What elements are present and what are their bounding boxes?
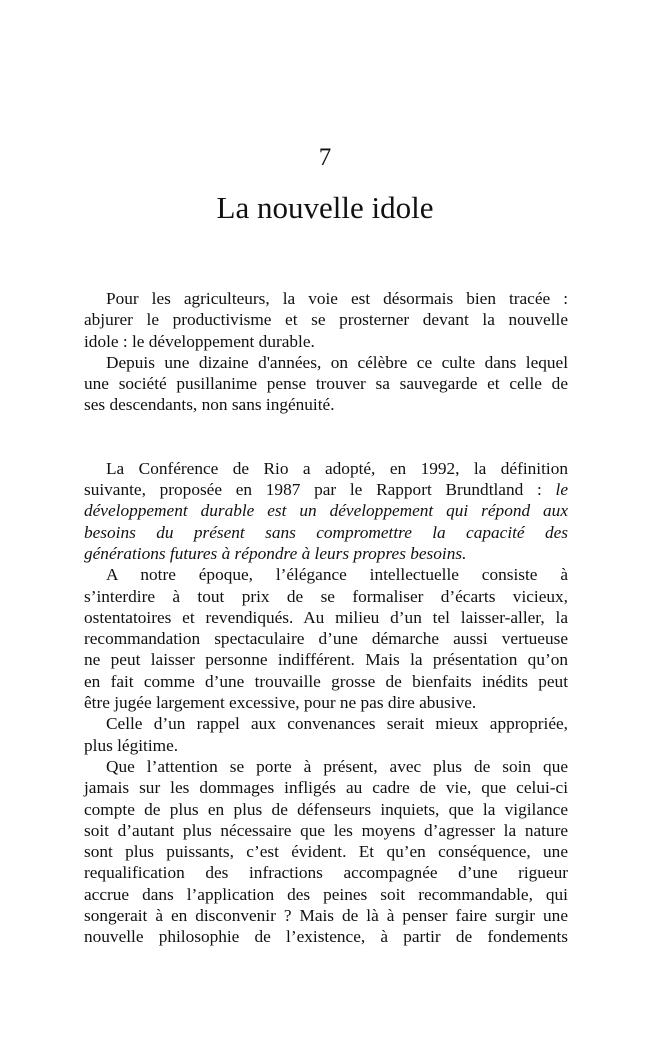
text-line (84, 926, 568, 947)
text-segment: ostentatoires et revendiqués. Au milieu d’un tel laisser-aller, la (84, 607, 568, 627)
text-line (84, 799, 568, 820)
paragraph (84, 458, 568, 564)
text-line (84, 309, 568, 330)
text-line (84, 777, 568, 798)
paragraph (84, 288, 568, 352)
text-segment: Celle d’un rappel aux convenances serait mieux appropriée, (106, 714, 568, 734)
text-line (84, 352, 568, 373)
text-line (84, 458, 568, 479)
italic-text: besoins du présent sans compromettre la capacité des (84, 522, 568, 542)
paragraph (84, 756, 568, 948)
text-segment: jamais sur les dommages infligés au cadre de vie, que celui-ci (84, 778, 568, 798)
text-segment: nouvelle philosophie de l’existence, à partir de fondements (84, 927, 568, 947)
text-segment: s’interdire à tout prix de se formaliser d’écarts vicieux, (84, 586, 568, 606)
italic-text: le (555, 480, 568, 500)
paragraph (84, 352, 568, 416)
text-segment: Pour les agriculteurs, la voie est désormais bien tracée : (106, 289, 568, 308)
italic-text: développement durable est un développement qui répond aux (84, 501, 568, 521)
paragraph (84, 564, 568, 713)
text-segment: songerait à en disconvenir ? Mais de là à penser faire surgir une (84, 906, 568, 926)
text-line (84, 522, 568, 543)
text-segment: abjurer le productivisme et se prosterner devant la nouvelle (84, 310, 568, 330)
text-segment: une société pusillanime pense trouver sa sauvegarde et celle de (84, 374, 568, 394)
text-line (84, 564, 568, 585)
text-line (84, 500, 568, 521)
text-line (84, 649, 568, 670)
text-line (84, 841, 568, 862)
chapter-body (84, 288, 568, 948)
text-line (84, 735, 568, 756)
text-line (84, 543, 568, 564)
text-segment: être jugée largement excessive, pour ne pas dire abusive. (84, 693, 477, 713)
text-segment: suivante, proposée en 1987 par le Rapport Brundtland : (84, 480, 556, 500)
text-segment: ses descendants, non sans ingénuité. (84, 395, 335, 415)
text-segment: compte de plus en plus de défenseurs inquiets, que la vigilance (84, 799, 568, 819)
text-segment: accrue dans l’application des peines soit recommandable, qui (84, 884, 568, 904)
text-segment: La Conférence de Rio a adopté, en 1992, la définition (106, 458, 568, 478)
text-line (84, 862, 568, 883)
text-segment: en fait comme d’une trouvaille grosse de bienfaits inédits peut (84, 671, 568, 691)
text-segment: Que l’attention se porte à présent, avec plus de soin que (106, 756, 568, 776)
text-line (84, 692, 568, 713)
text-segment: sont plus puissants, c’est évident. Et qu’en conséquence, une (84, 842, 568, 862)
text-segment: ne peut laisser personne indifférent. Mais la présentation qu’on (84, 650, 568, 670)
text-line (84, 756, 568, 777)
text-segment: soit d’autant plus nécessaire que les moyens d’agresser la nature (84, 820, 568, 840)
text-segment: plus légitime. (84, 735, 179, 755)
text-segment: requalification des infractions accompagnée d’une rigueur (84, 863, 568, 883)
italic-text: générations futures à répondre à leurs propres besoins. (84, 543, 467, 563)
text-line (84, 373, 568, 394)
text-line (84, 394, 568, 415)
text-line (84, 628, 568, 649)
chapter-number: 7 (318, 144, 332, 171)
text-line (84, 586, 568, 607)
text-line (84, 288, 568, 309)
text-line (84, 479, 568, 500)
text-segment: A notre époque, l’élégance intellectuelle consiste à (106, 565, 568, 585)
text-line (84, 671, 568, 692)
chapter-title: La nouvelle idole (216, 190, 434, 225)
text-segment: Depuis une dizaine d'années, on célèbre ce culte dans lequel (106, 352, 568, 372)
text-segment: recommandation spectaculaire d’une démarche aussi vertueuse (84, 629, 568, 649)
text-segment: idole : le développement durable. (84, 331, 315, 351)
text-line (84, 713, 568, 734)
text-line (84, 905, 568, 926)
paragraph (84, 713, 568, 756)
text-line (84, 884, 568, 905)
text-line (84, 607, 568, 628)
text-line (84, 820, 568, 841)
text-line (84, 331, 568, 352)
